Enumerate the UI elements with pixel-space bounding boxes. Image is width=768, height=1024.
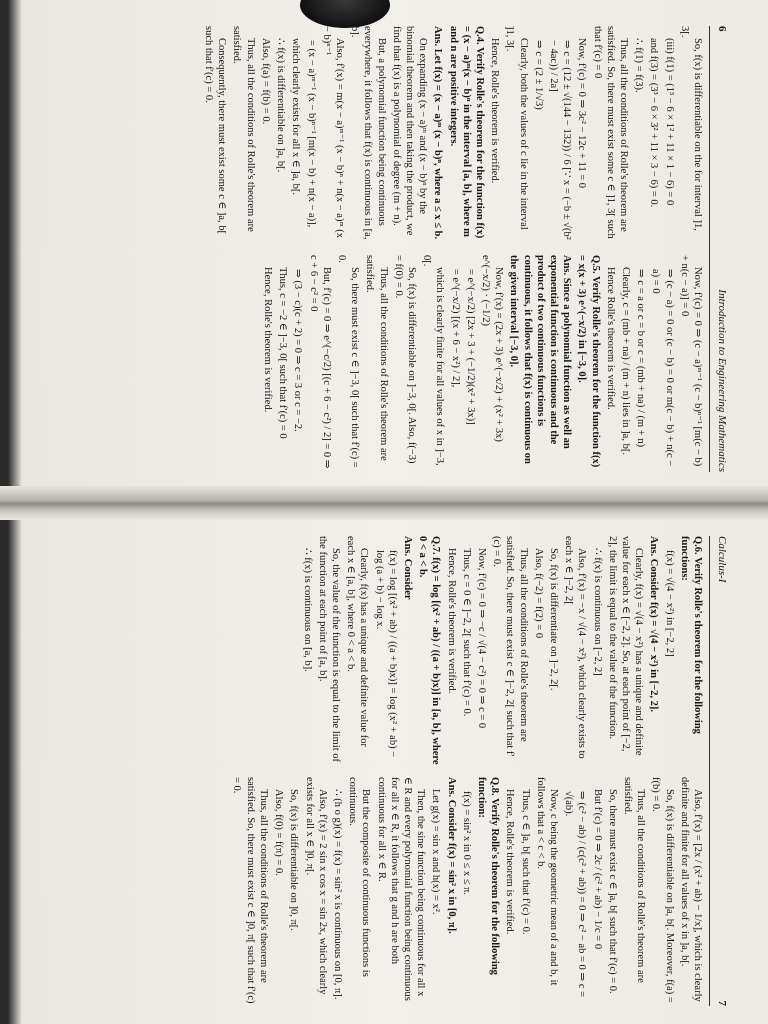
text-line: Thus, all the conditions of Rolle's theorem are satisfied. So, there must exist c ∈ ]−2, 2[ such that f′(c) = 0. [491,536,529,757]
text-line: Clearly, f(x) has a unique and definite value for each x ∈ [a, b], where 0 < a < b. [345,536,370,748]
text-line: Now, f′(c) = 0 ⇒ (c − a)ᵐ⁻¹ (c − b)ⁿ⁻¹ [m(c − b) + n(c − a)] = 0 [678,255,703,467]
text-line: Ans. Since a polynomial function as well an exponential function is continuous and the product of two continuous functions is continuous, it follows that f(x) is continuous on the given interval [−3, 0]. [508,255,573,464]
text-line: = (x − a)ᵐ⁻¹ (x − b)ⁿ⁻¹ [m(x − b) + n(x − a)], [305,40,317,228]
text-line: ∴ f(1) = f(3). [633,38,645,93]
text-line: Consequently, there must exist some c ∈ ]a, b[ such that f′(c) = 0. [203,26,228,235]
text-line: Clearly, f(x) = √(4 − x²) has a unique and definite value for each x ∈ [−2, 2]. So, at each point of [−2, 2], the limit is equal to the value of the function. [606,536,645,756]
text-line: Q.6. Verify Rolle's theorem for the following functions: [678,536,703,734]
text-line: So, f(x) is differentiable on ]−3, 0[. Also, f(−3) = f(0) = 0. [392,255,417,464]
page-7-rotated-content [34,528,734,1014]
text-line: f(x) = sin² x in 0 ≤ x ≤ π. [460,791,472,896]
text-line: Ans. Consider [401,536,413,600]
text-line: ⇒ c = (12 ± √(144 − 132)) / 6 [∵ x = (−b ± √(b² − 4ac)) / 2a] [547,40,573,240]
text-line: So, f(x) is differentiable on the for interval ]1, 3[. [678,26,703,231]
text-line: f(x) = log [(x² + ab) / ((a + b)x)] = log (x² + ab) − log (a + b) − log x. [373,550,398,758]
text-line: ⇒ (c² − ab) / (c(c² + ab)) = 0 ⇒ c² − ab = 0 ⇒ c = √(ab). [563,791,588,998]
text-line: Also, f′(x) = m(x − a)ᵐ⁻¹ (x − b)ⁿ + n(x − a)ᵐ (x − b)ⁿ⁻¹ [320,26,345,238]
text-line: On expanding (x − a)ᵐ and (x − b)ⁿ by the binomial theorem and then taking the product, we find that f(x) is a polynomial of degree (m + n). [390,26,429,236]
page-6-columns [40,26,704,472]
text-line: Also, f(−2) = f(2) = 0 [532,548,544,639]
text-line: Clearly, both the values of c lie in the interval ]1, 3[. [504,26,529,230]
text-line: So, there must exist c ∈ ]−3, 0[ such that f′(c) = 0. [335,255,361,468]
text-line: Let g(x) = sin x and h(x) = x². [430,789,442,915]
text-line: = e^(−x/2) [2x + 3 + (−1/2)(x² + 3x)] [464,269,476,425]
text-line: (iii) f(1) = (1³ − 6 × 1² + 11 × 1 − 6) = 0 [663,38,675,206]
text-line: Clearly, c = (mb + na) / (m + n) lies in ]a, b[. [619,267,631,455]
text-line: Hence, Rolle's theorem is verified. [261,267,273,413]
text-line: f(x) = √(4 − x²) in [−2, 2] [663,550,675,657]
page-7-columns [40,536,704,1006]
text-line: Thus, all the conditions of Rolle's theorem are satisfied. [231,26,256,232]
text-line: But, f′(c) = 0 ⇒ e^(−c/2) [(c + 6 − c²) / 2] = 0 ⇒ c + 6 − c² = 0 [307,255,332,469]
text-line: Thus, all the conditions of Rolle's theorem are satisfied. So, there must exist some c ∈ ]1, 3[ such that f′(c) = 0 [591,26,629,239]
text-line: = e^(−x/2) [(x + 6 − x²) / 2], [449,269,461,388]
text-line: Also, f(0) = f(π) = 0. [273,789,285,876]
text-line: ∴ f(x) is continuous on [−2, 2] [591,548,603,676]
text-line: But f′(c) = 0 ⇒ 2c / (c² + ab) − 1/c = 0 [591,789,603,950]
text-line: So, f(x) is differentiable on ]0, π[. [288,789,300,931]
text-line: Now, f′(c) = 0 ⇒ −c / √(4 − c²) = 0 ⇒ c = 0 [475,548,487,729]
text-line: which is clearly finite for all values of x in ]−3, 0[. [421,255,446,466]
running-title: Calculus-I [716,536,728,583]
text-line: Thus, all the conditions of Rolle's theorem are satisfied. [364,255,389,461]
text-line: and f(3) = (3³ − 6 × 3² + 11 × 3 − 6) = 0. [648,38,660,208]
text-line: Thus, c = −2 ∈ ]−3, 0[ such that f′(c) = 0 [277,267,289,439]
page-7-running-head [709,536,728,1006]
text-line: Also, f′(x) = −x / √(4 − x²), which clearly exists to each x ∈ ]−2, 2[ [563,536,588,759]
text-line: Q.7. f(x) = log [(x² + ab) / ((a + b)x)] in [a, b], where 0 < a < b. [417,536,442,765]
text-line: ∴ f(x) is continuous on [a, b]. [301,548,313,672]
text-line: Q.5. Verify Rolle's theorem for the function f(x) = x(x + 3) e^(−x/2) in [−3, 0]. [576,255,601,468]
text-line: So, f(x) is differentiate on ]−2, 2[. [547,548,559,691]
text-line: Ans. Consider f(x) = √(4 − x²) in [−2, 2]. [648,536,660,712]
text-line: Ans. Let f(x) = (x − a)ᵐ (x − b)ⁿ, where a ≤ x ≤ b. [432,26,444,240]
text-line: Also, f(a) = f(b) = 0. [259,38,271,125]
text-line: Thus, c = 0 ∈ ]−2, 2[ such that f′(c) = 0. [460,548,472,717]
text-line: Q.8. Verify Rolle's theorem for the following function: [475,777,501,975]
text-line: ∴ (h o g)(x) = f(x) = sin² x is continuous on [0, π]. [331,789,343,1000]
text-line: ⇒ (c − a) = 0 or (c − b) = 0 or m(c − b) + n(c − a) = 0 [650,269,675,467]
text-line: Now, f′(c) = 0 ⇒ 3c² − 12c + 11 = 0 [576,38,588,188]
text-line: Then, the sine function being continuous for all x ∈ R and every polynomial function being continuous for all x ∈ R, it follows that g and h are both continuous for all x ∈ R. [375,777,427,1001]
page-number: 6 [716,26,728,32]
text-line: which clearly exists for all x ∈ ]a, b[. [290,38,302,196]
running-title: Introduction to Engineering Mathematics [716,289,728,472]
text-line: So, there must exist c ∈ ]a, b[ such that f′(c) = 0. [606,789,618,994]
text-line: Hence, Rolle's theorem is verified. [445,548,457,694]
text-line: But, a polynomial function being continuous everywhere, it follows that f(x) is continuous in [a, b]. [349,26,387,240]
text-line: Also, f′(x) = 2 sin x cos x = sin 2x, which clearly exists for all x ∈ ]0, π[. [303,777,328,995]
text-line: Hence, Rolle's theorem is verified. [489,38,501,184]
text-line: Thus, c ∈ ]a, b[ such that f′(c) = 0. [519,789,531,935]
page-7-left-column [40,536,704,765]
page-6-running-head [709,26,728,472]
text-line: So, the value of the function is equal to the limit of the function at each point of [a, b]. [316,536,341,763]
page-6 [34,18,734,480]
text-line: Thus, all the conditions of Rolle's theorem are satisfied. [621,777,647,983]
text-line: Hence, Rolle's theorem is verified. [504,789,516,935]
page-6-rotated-content [34,18,734,480]
text-line: Hence Rolle's theorem is verified. [604,267,616,410]
text-line: ⇒ (3 − c)(c + 2) = 0 ⇒ c = 3 or c = −2. [292,269,304,432]
page-7 [34,528,734,1014]
book-gutter [0,486,768,520]
text-line: Now, c being the geometric mean of a and b, it follows that a < c < b. [534,777,559,986]
text-line: Now, f′(x) = (2x + 3) e^(−x/2) + (x² + 3x) e^(−x/2) · (−1/2) [479,255,505,442]
page-6-left-column [40,26,704,243]
text-line: Ans. Consider f(x) = sin² x in [0, π]. [445,777,457,934]
page-number: 7 [716,1000,728,1006]
text-line: Q.4. Verify Rolle's theorem for the function f(x) = (x − a)ᵐ(x − b)ⁿ in the interval [a, b], where m and n are positive integers. [447,26,485,239]
page-6-right-column [40,255,704,472]
page-7-right-column [40,777,704,1006]
text-line: ⇒ c = a or c = b or c = (mb + na) / (m + n) [635,269,647,448]
text-line: Thus, all the conditions of Rolle's theorem are satisfied. So, there must exist c ∈ ]0, π[ such that f′(c) = 0. [231,777,269,1004]
text-line: ⇒ c = (2 ± 1/√3) [532,40,544,110]
text-line: But the composite of continuous functions is continuous. [347,777,372,977]
text-line: Also, f′(x) = [2x / (x² + ab) − 1/x], which is clearly definite and finite for all values of x in ]a, b[. [678,777,703,1002]
text-line: ∴ f(x) is differentiable on ]a, b[. [275,38,287,173]
text-line: So, f(x) is differentiable on ]a, b[. Moreover, f(a) = f(b) = 0. [650,777,675,1003]
